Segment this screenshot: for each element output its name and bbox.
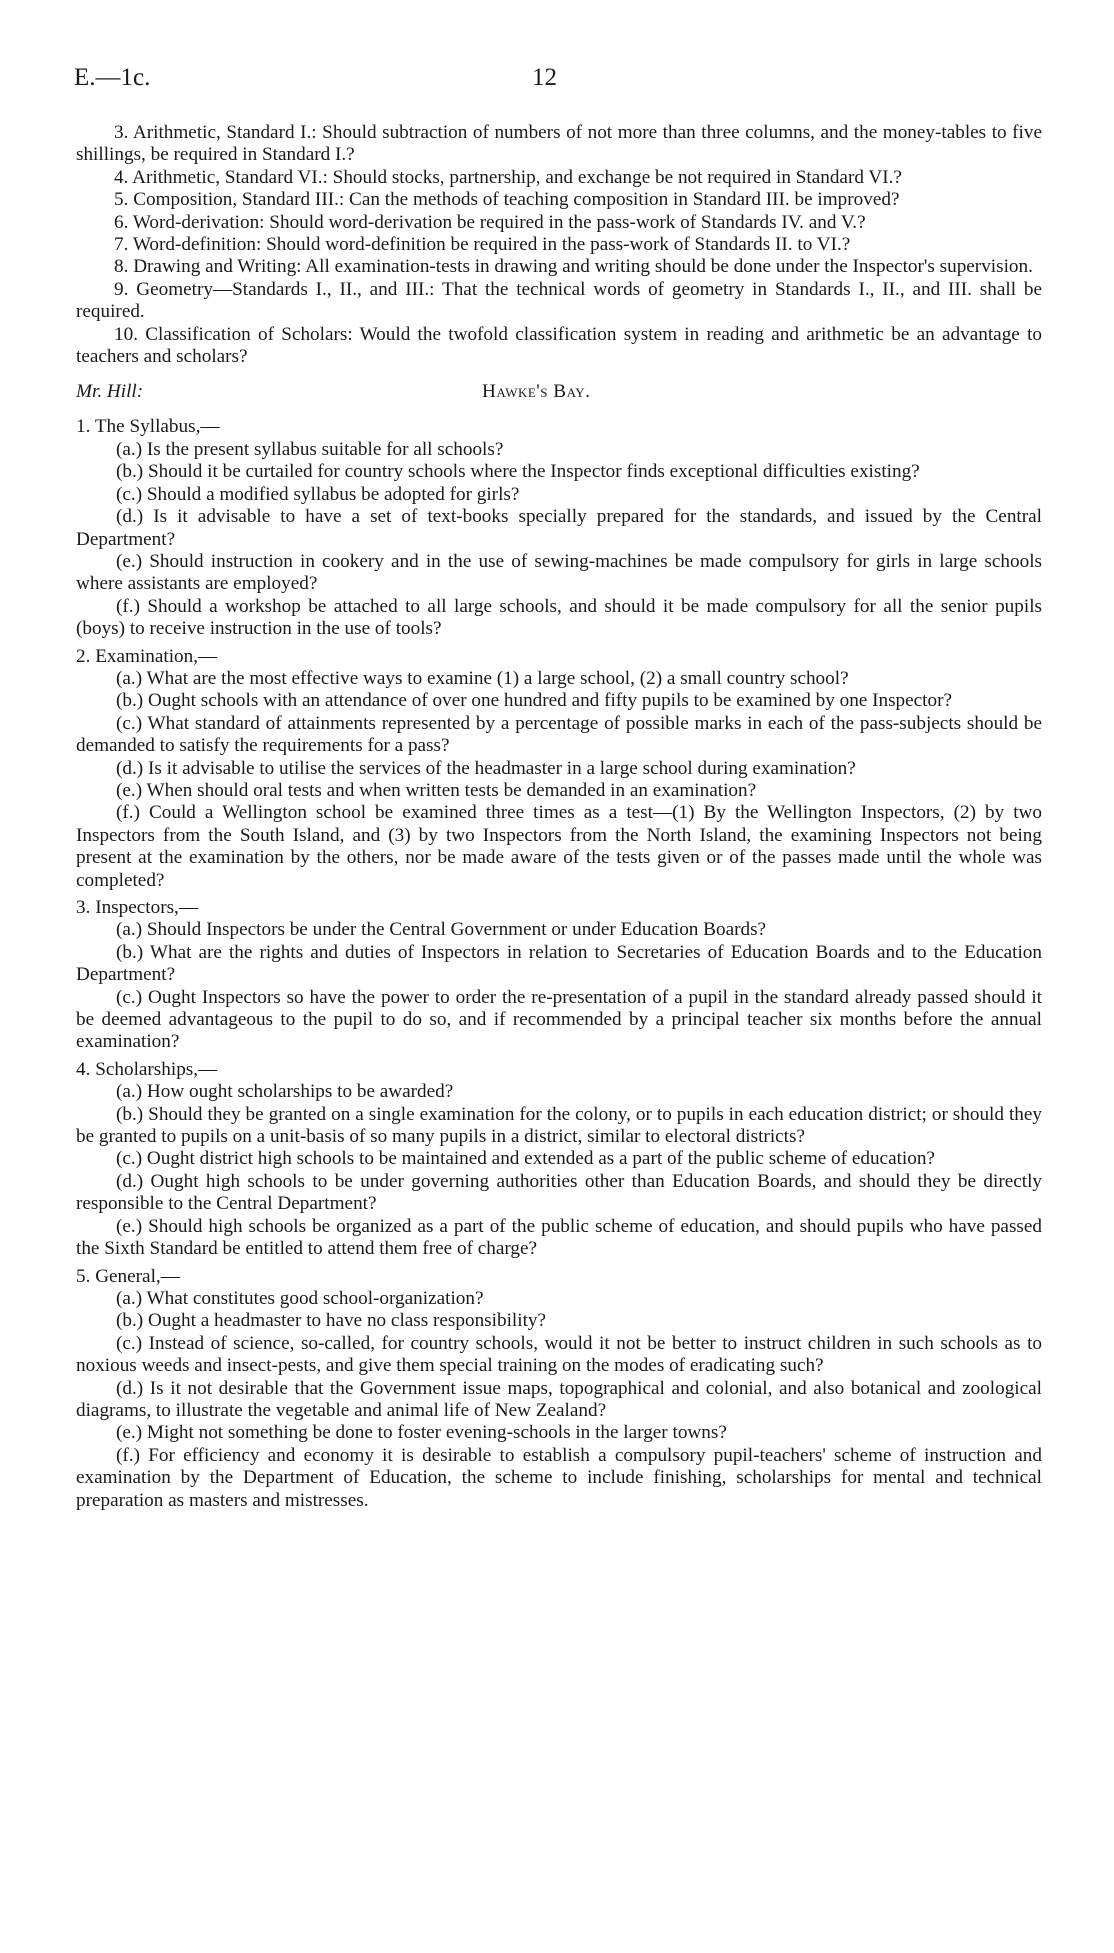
region-heading: Hawke's Bay. (482, 381, 591, 403)
question-item: (e.) Should instruction in cookery and in the use of sewing-machines be made compulsory for girls in large schools where assistants are employed? (76, 550, 1042, 595)
section-syllabus (76, 416, 1042, 640)
question-item: (e.) Should high schools be organized as a part of the public scheme of education, and should pupils who have passed the Sixth Standard be entitled to attend them free of charge? (76, 1215, 1042, 1260)
question-item: (a.) Should Inspectors be under the Central Government or under Education Boards? (116, 919, 767, 941)
question-item: (d.) Is it not desirable that the Government issue maps, topographical and colonial, and also botanical and zoological diagrams, to illustrate the vegetable and animal life of New Zealand? (76, 1377, 1042, 1421)
question-item: (c.) Ought district high schools to be maintained and extended as a part of the public scheme of education? (116, 1148, 935, 1170)
speaker-line (76, 381, 1042, 405)
page-body (76, 122, 1042, 1512)
question-item: (d.) Ought high schools to be under governing authorities other than Education Boards, and should they be directly responsible to the Central Department? (76, 1170, 1042, 1215)
intro-item: 9. Geometry—Standards I., II., and III.: That the technical words of geometry in Standards I., II., and III. shall be required. (76, 278, 1042, 323)
question-item: (b.) Should it be curtailed for country schools where the Inspector finds exceptional difficulties existing? (116, 461, 920, 483)
question-item: (d.) Is it advisable to have a set of text-books specially prepared for the standards, and issued by the Central Department? (76, 506, 1042, 550)
question-item: (b.) What are the rights and duties of Inspectors in relation to Secretaries of Education Boards and to the Education Department? (76, 941, 1042, 986)
intro-item: 6. Word-derivation: Should word-derivation be required in the pass-work of Standards IV. and V.? (114, 211, 866, 233)
section-heading: 4. Scholarships,— (76, 1058, 218, 1080)
question-item: (f.) For efficiency and economy it is desirable to establish a compulsory pupil-teachers' scheme of instruction and examination by the Department of Education, the scheme to include finishing, scholarships for mental and technical preparation as masters and mistresses. (76, 1444, 1042, 1511)
question-item: (c.) Instead of science, so-called, for country schools, would it not be better to instruct children in such schools as to noxious weeds and insect-pests, and give them special training on the modes of eradicating such? (76, 1332, 1042, 1377)
section-inspectors (76, 897, 1042, 1054)
question-item: (a.) Is the present syllabus suitable for all schools? (116, 438, 504, 460)
question-item: (e.) Might not something be done to foster evening-schools in the larger towns? (116, 1422, 727, 1444)
question-item: (b.) Ought schools with an attendance of over one hundred and fifty pupils to be examined by one Inspector? (116, 690, 953, 712)
section-general (76, 1266, 1042, 1512)
intro-item: 5. Composition, Standard III.: Can the methods of teaching composition in Standard III. be improved? (114, 189, 900, 211)
question-item: (a.) How ought scholarships to be awarded? (116, 1081, 454, 1103)
question-item: (d.) Is it advisable to utilise the services of the headmaster in a large school during examination? (116, 757, 856, 779)
question-item: (b.) Ought a headmaster to have no class responsibility? (116, 1310, 547, 1332)
question-item: (f.) Should a workshop be attached to all large schools, and should it be made compulsory for all the senior pupils (boys) to receive instruction in the use of tools? (76, 595, 1042, 640)
section-heading: 1. The Syllabus,— (76, 416, 220, 438)
page-number: 12 (532, 64, 557, 91)
question-item: (a.) What are the most effective ways to examine (1) a large school, (2) a small country school? (116, 667, 849, 689)
section-scholarships (76, 1059, 1042, 1261)
question-item: (c.) What standard of attainments represented by a percentage of possible marks in each of the pass-subjects should be demanded to satisfy the requirements for a pass? (76, 712, 1042, 757)
section-heading: 3. Inspectors,— (76, 897, 199, 918)
intro-item: 3. Arithmetic, Standard I.: Should subtraction of numbers of not more than three columns, and the money-tables to five shillings, be required in Standard I.? (76, 122, 1042, 166)
intro-item: 7. Word-definition: Should word-definition be required in the pass-work of Standards II. to VI.? (114, 234, 851, 256)
section-examination (76, 646, 1042, 892)
intro-list (76, 122, 1042, 368)
intro-item: 4. Arithmetic, Standard VI.: Should stocks, partnership, and exchange be not required in Standard VI.? (114, 166, 902, 188)
page-header (74, 64, 1040, 98)
question-item: (c.) Should a modified syllabus be adopted for girls? (116, 483, 520, 505)
question-item: (a.) What constitutes good school-organization? (116, 1287, 484, 1309)
document-code: E.—1c. (74, 64, 151, 91)
question-item: (b.) Should they be granted on a single examination for the colony, or to pupils in each education district; or should they be granted to pupils on a unit-basis of so many pupils in a district, similar to electoral districts? (76, 1103, 1042, 1148)
intro-item: 10. Classification of Scholars: Would the twofold classification system in reading and arithmetic be an advantage to teachers and scholars? (76, 323, 1042, 368)
intro-item: 8. Drawing and Writing: All examination-tests in drawing and writing should be done under the Inspector's supervision. (114, 256, 1033, 278)
question-item: (e.) When should oral tests and when written tests be demanded in an examination? (116, 779, 757, 801)
question-item: (f.) Could a Wellington school be examined three times as a test—(1) By the Wellington Inspectors, (2) by two Inspectors from the South Island, and (3) by two Inspectors from the North Island, the examining Inspectors not being present at the examination by the others, nor be made aware of the tests given or of the passes made until the whole was completed? (76, 802, 1042, 891)
speaker-name: Mr. Hill: (76, 381, 144, 403)
question-item: (c.) Ought Inspectors so have the power to order the re-presentation of a pupil in the standard already passed should it be deemed advantageous to the pupil to do so, and if recommended by a principal teacher six months before the annual examination? (76, 986, 1042, 1053)
section-heading: 5. General,— (76, 1265, 180, 1287)
section-heading: 2. Examination,— (76, 645, 218, 667)
